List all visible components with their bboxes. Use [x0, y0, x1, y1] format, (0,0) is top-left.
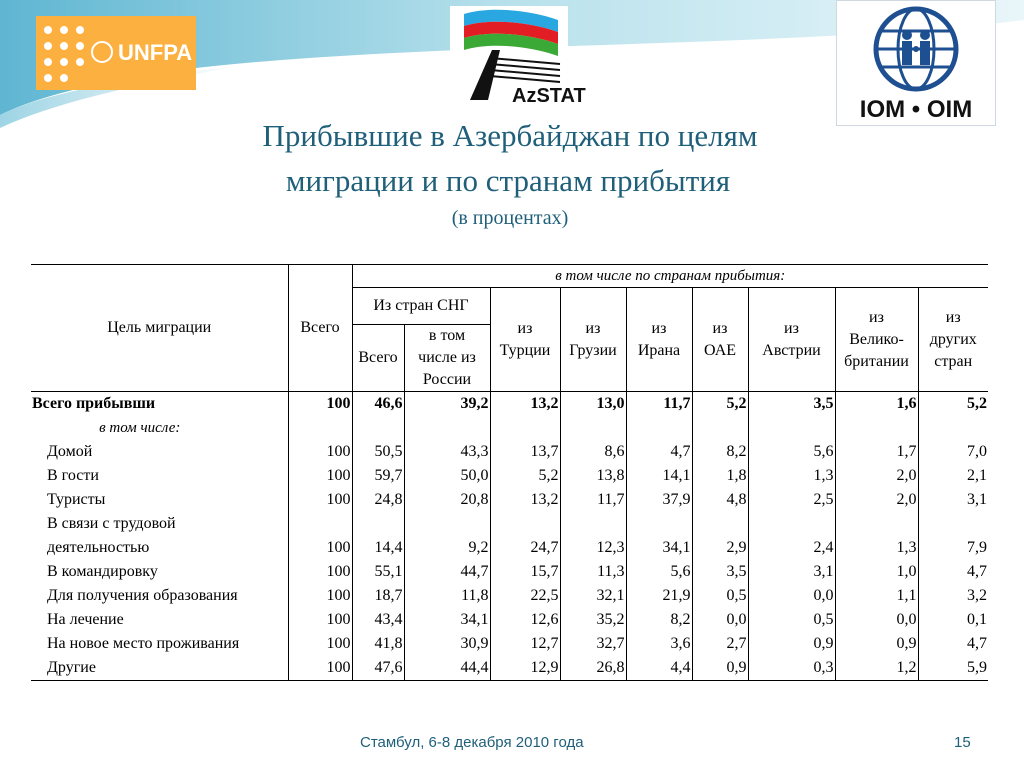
row-label: Другие — [31, 656, 288, 681]
table-cell: 14,4 — [352, 536, 404, 560]
footer-text: Стамбул, 6-8 декабря 2010 года — [360, 734, 584, 751]
table-cell: 100 — [288, 656, 352, 681]
table-cell: 100 — [288, 464, 352, 488]
table-cell: 100 — [288, 632, 352, 656]
table-cell: 8,2 — [626, 608, 692, 632]
table-cell: 21,9 — [626, 584, 692, 608]
table-cell: 3,5 — [692, 560, 748, 584]
header-austria: из Австрии — [748, 288, 835, 392]
row-label: На лечение — [47, 611, 124, 628]
table-cell — [490, 512, 560, 536]
table-cell: 100 — [288, 560, 352, 584]
slide-title-line1: Прибывшие в Азербайджан по целям — [262, 118, 758, 153]
table-cell: 3,5 — [748, 392, 835, 417]
table-cell: 0,9 — [692, 656, 748, 681]
table-cell: 44,4 — [404, 656, 490, 681]
migration-table — [31, 264, 988, 681]
table-cell: 32,7 — [560, 632, 626, 656]
table-cell: 46,6 — [352, 392, 404, 417]
table-cell — [404, 512, 490, 536]
table-cell: 14,1 — [626, 464, 692, 488]
row-label: деятельностью — [47, 539, 150, 556]
table-cell: 2,0 — [835, 464, 918, 488]
table-cell: 1,0 — [835, 560, 918, 584]
table-cell: 13,7 — [490, 440, 560, 464]
row-label: В связи с трудовой — [47, 515, 176, 532]
table-cell: 8,2 — [692, 440, 748, 464]
table-cell: 100 — [288, 584, 352, 608]
table-cell: 3,2 — [918, 584, 988, 608]
table-cell: 24,7 — [490, 536, 560, 560]
table-row — [31, 632, 988, 656]
table-cell: 9,2 — [404, 536, 490, 560]
table-cell — [692, 512, 748, 536]
table-cell: 35,2 — [560, 608, 626, 632]
slide-subtitle: (в процентах) — [451, 207, 569, 229]
row-label: В командировку — [47, 563, 158, 580]
table-cell: 37,9 — [626, 488, 692, 512]
table-cell: 50,5 — [352, 440, 404, 464]
table-cell: 100 — [288, 536, 352, 560]
table-cell: 34,1 — [626, 536, 692, 560]
table-cell: 5,2 — [918, 392, 988, 417]
row-label: Туристы — [47, 491, 106, 508]
row-label: Для получения образования — [47, 587, 238, 604]
azstat-logo — [450, 6, 586, 107]
table-cell: 0,1 — [918, 608, 988, 632]
unfpa-logo-text: UNFPA — [118, 40, 193, 65]
table-cell: 20,8 — [404, 488, 490, 512]
row-label: Всего прибывши — [32, 395, 156, 412]
table-cell: 5,6 — [748, 440, 835, 464]
table-cell: 34,1 — [404, 608, 490, 632]
including-label: в том числе: — [99, 420, 181, 436]
table-cell: 12,9 — [490, 656, 560, 681]
table-cell — [626, 512, 692, 536]
slide-title-line2: миграции и по странам прибытия — [285, 163, 731, 198]
table-cell: 0,0 — [835, 608, 918, 632]
table-row — [31, 512, 988, 536]
table-cell: 1,2 — [835, 656, 918, 681]
table-cell: 39,2 — [404, 392, 490, 417]
table-cell: 12,6 — [490, 608, 560, 632]
header-total: Всего — [288, 265, 352, 392]
table-cell: 55,1 — [352, 560, 404, 584]
table-cell: 13,2 — [490, 392, 560, 417]
table-cell: 3,1 — [748, 560, 835, 584]
table-cell: 2,7 — [692, 632, 748, 656]
table-cell: 0,3 — [748, 656, 835, 681]
table-cell: 5,2 — [490, 464, 560, 488]
table-cell: 4,8 — [692, 488, 748, 512]
table-cell: 41,8 — [352, 632, 404, 656]
table-row — [31, 560, 988, 584]
table-cell — [918, 512, 988, 536]
table-cell: 7,9 — [918, 536, 988, 560]
table-cell: 18,7 — [352, 584, 404, 608]
table-cell: 0,5 — [748, 608, 835, 632]
table-row — [31, 464, 988, 488]
table-cell: 3,1 — [918, 488, 988, 512]
table-cell — [352, 512, 404, 536]
table-row — [31, 488, 988, 512]
table-row — [31, 440, 988, 464]
table-cell: 1,1 — [835, 584, 918, 608]
table-cell: 7,0 — [918, 440, 988, 464]
table-cell: 2,5 — [748, 488, 835, 512]
table-cell: 1,8 — [692, 464, 748, 488]
azstat-logo-text: AzSTAT — [512, 85, 586, 107]
table-cell: 100 — [288, 608, 352, 632]
table-cell: 4,7 — [918, 560, 988, 584]
table-cell: 47,6 — [352, 656, 404, 681]
table-cell: 4,7 — [626, 440, 692, 464]
table-cell — [835, 512, 918, 536]
table-cell: 11,8 — [404, 584, 490, 608]
table-cell: 2,0 — [835, 488, 918, 512]
table-cell: 0,5 — [692, 584, 748, 608]
table-cell: 15,7 — [490, 560, 560, 584]
table-cell: 0,9 — [748, 632, 835, 656]
table-cell: 44,7 — [404, 560, 490, 584]
header-cis-total: Всего — [352, 325, 404, 392]
table-cell: 22,5 — [490, 584, 560, 608]
table-cell: 100 — [288, 440, 352, 464]
table-cell: 26,8 — [560, 656, 626, 681]
table-cell: 2,9 — [692, 536, 748, 560]
header-britain: из Велико- британии — [835, 288, 918, 392]
table-row-including — [31, 416, 988, 440]
table-cell: 43,3 — [404, 440, 490, 464]
table-cell: 43,4 — [352, 608, 404, 632]
header-georgia: из Грузии — [560, 288, 626, 392]
table-cell: 100 — [288, 488, 352, 512]
table-row — [31, 584, 988, 608]
header-purpose: Цель миграции — [31, 265, 288, 392]
table-cell: 0,0 — [692, 608, 748, 632]
table-cell: 5,9 — [918, 656, 988, 681]
table-cell: 11,3 — [560, 560, 626, 584]
table-cell: 4,4 — [626, 656, 692, 681]
page-number: 15 — [954, 734, 971, 751]
table-cell: 12,3 — [560, 536, 626, 560]
iom-logo-text: IOM • OIM — [859, 96, 973, 123]
table-cell: 1,7 — [835, 440, 918, 464]
header-uae: из ОАЕ — [692, 288, 748, 392]
table-cell: 5,2 — [692, 392, 748, 417]
table-row — [31, 536, 988, 560]
table-cell: 0,9 — [835, 632, 918, 656]
table-cell: 24,8 — [352, 488, 404, 512]
table-cell: 50,0 — [404, 464, 490, 488]
table-cell — [288, 512, 352, 536]
table-cell: 3,6 — [626, 632, 692, 656]
table-cell: 30,9 — [404, 632, 490, 656]
header-by-country: в том числе по странам прибытия: — [352, 265, 988, 288]
table-cell: 100 — [288, 392, 352, 417]
row-label: На новое место проживания — [47, 635, 240, 652]
row-label: В гости — [47, 467, 99, 484]
table-cell: 2,1 — [918, 464, 988, 488]
table-cell: 11,7 — [626, 392, 692, 417]
unfpa-logo — [36, 16, 196, 90]
table-cell: 1,6 — [835, 392, 918, 417]
table-cell — [748, 512, 835, 536]
header-cis-russia: в том числе из России — [404, 325, 490, 392]
table-cell: 11,7 — [560, 488, 626, 512]
table-cell: 13,2 — [490, 488, 560, 512]
table-cell — [560, 512, 626, 536]
header-cis: Из стран СНГ — [352, 288, 490, 325]
table-row-total — [31, 392, 988, 417]
table-cell: 13,0 — [560, 392, 626, 417]
table-cell: 8,6 — [560, 440, 626, 464]
table-cell: 1,3 — [748, 464, 835, 488]
table-row — [31, 608, 988, 632]
table-cell: 13,8 — [560, 464, 626, 488]
table-cell: 32,1 — [560, 584, 626, 608]
header-other: из других стран — [918, 288, 988, 392]
table-cell: 0,0 — [748, 584, 835, 608]
header-turkey: из Турции — [490, 288, 560, 392]
table-cell: 4,7 — [918, 632, 988, 656]
table-cell: 1,3 — [835, 536, 918, 560]
table-cell: 12,7 — [490, 632, 560, 656]
table-row — [31, 656, 988, 681]
iom-logo — [836, 0, 996, 126]
row-label: Домой — [47, 443, 93, 460]
table-cell: 59,7 — [352, 464, 404, 488]
header-iran: из Ирана — [626, 288, 692, 392]
table-cell: 5,6 — [626, 560, 692, 584]
table-cell: 2,4 — [748, 536, 835, 560]
